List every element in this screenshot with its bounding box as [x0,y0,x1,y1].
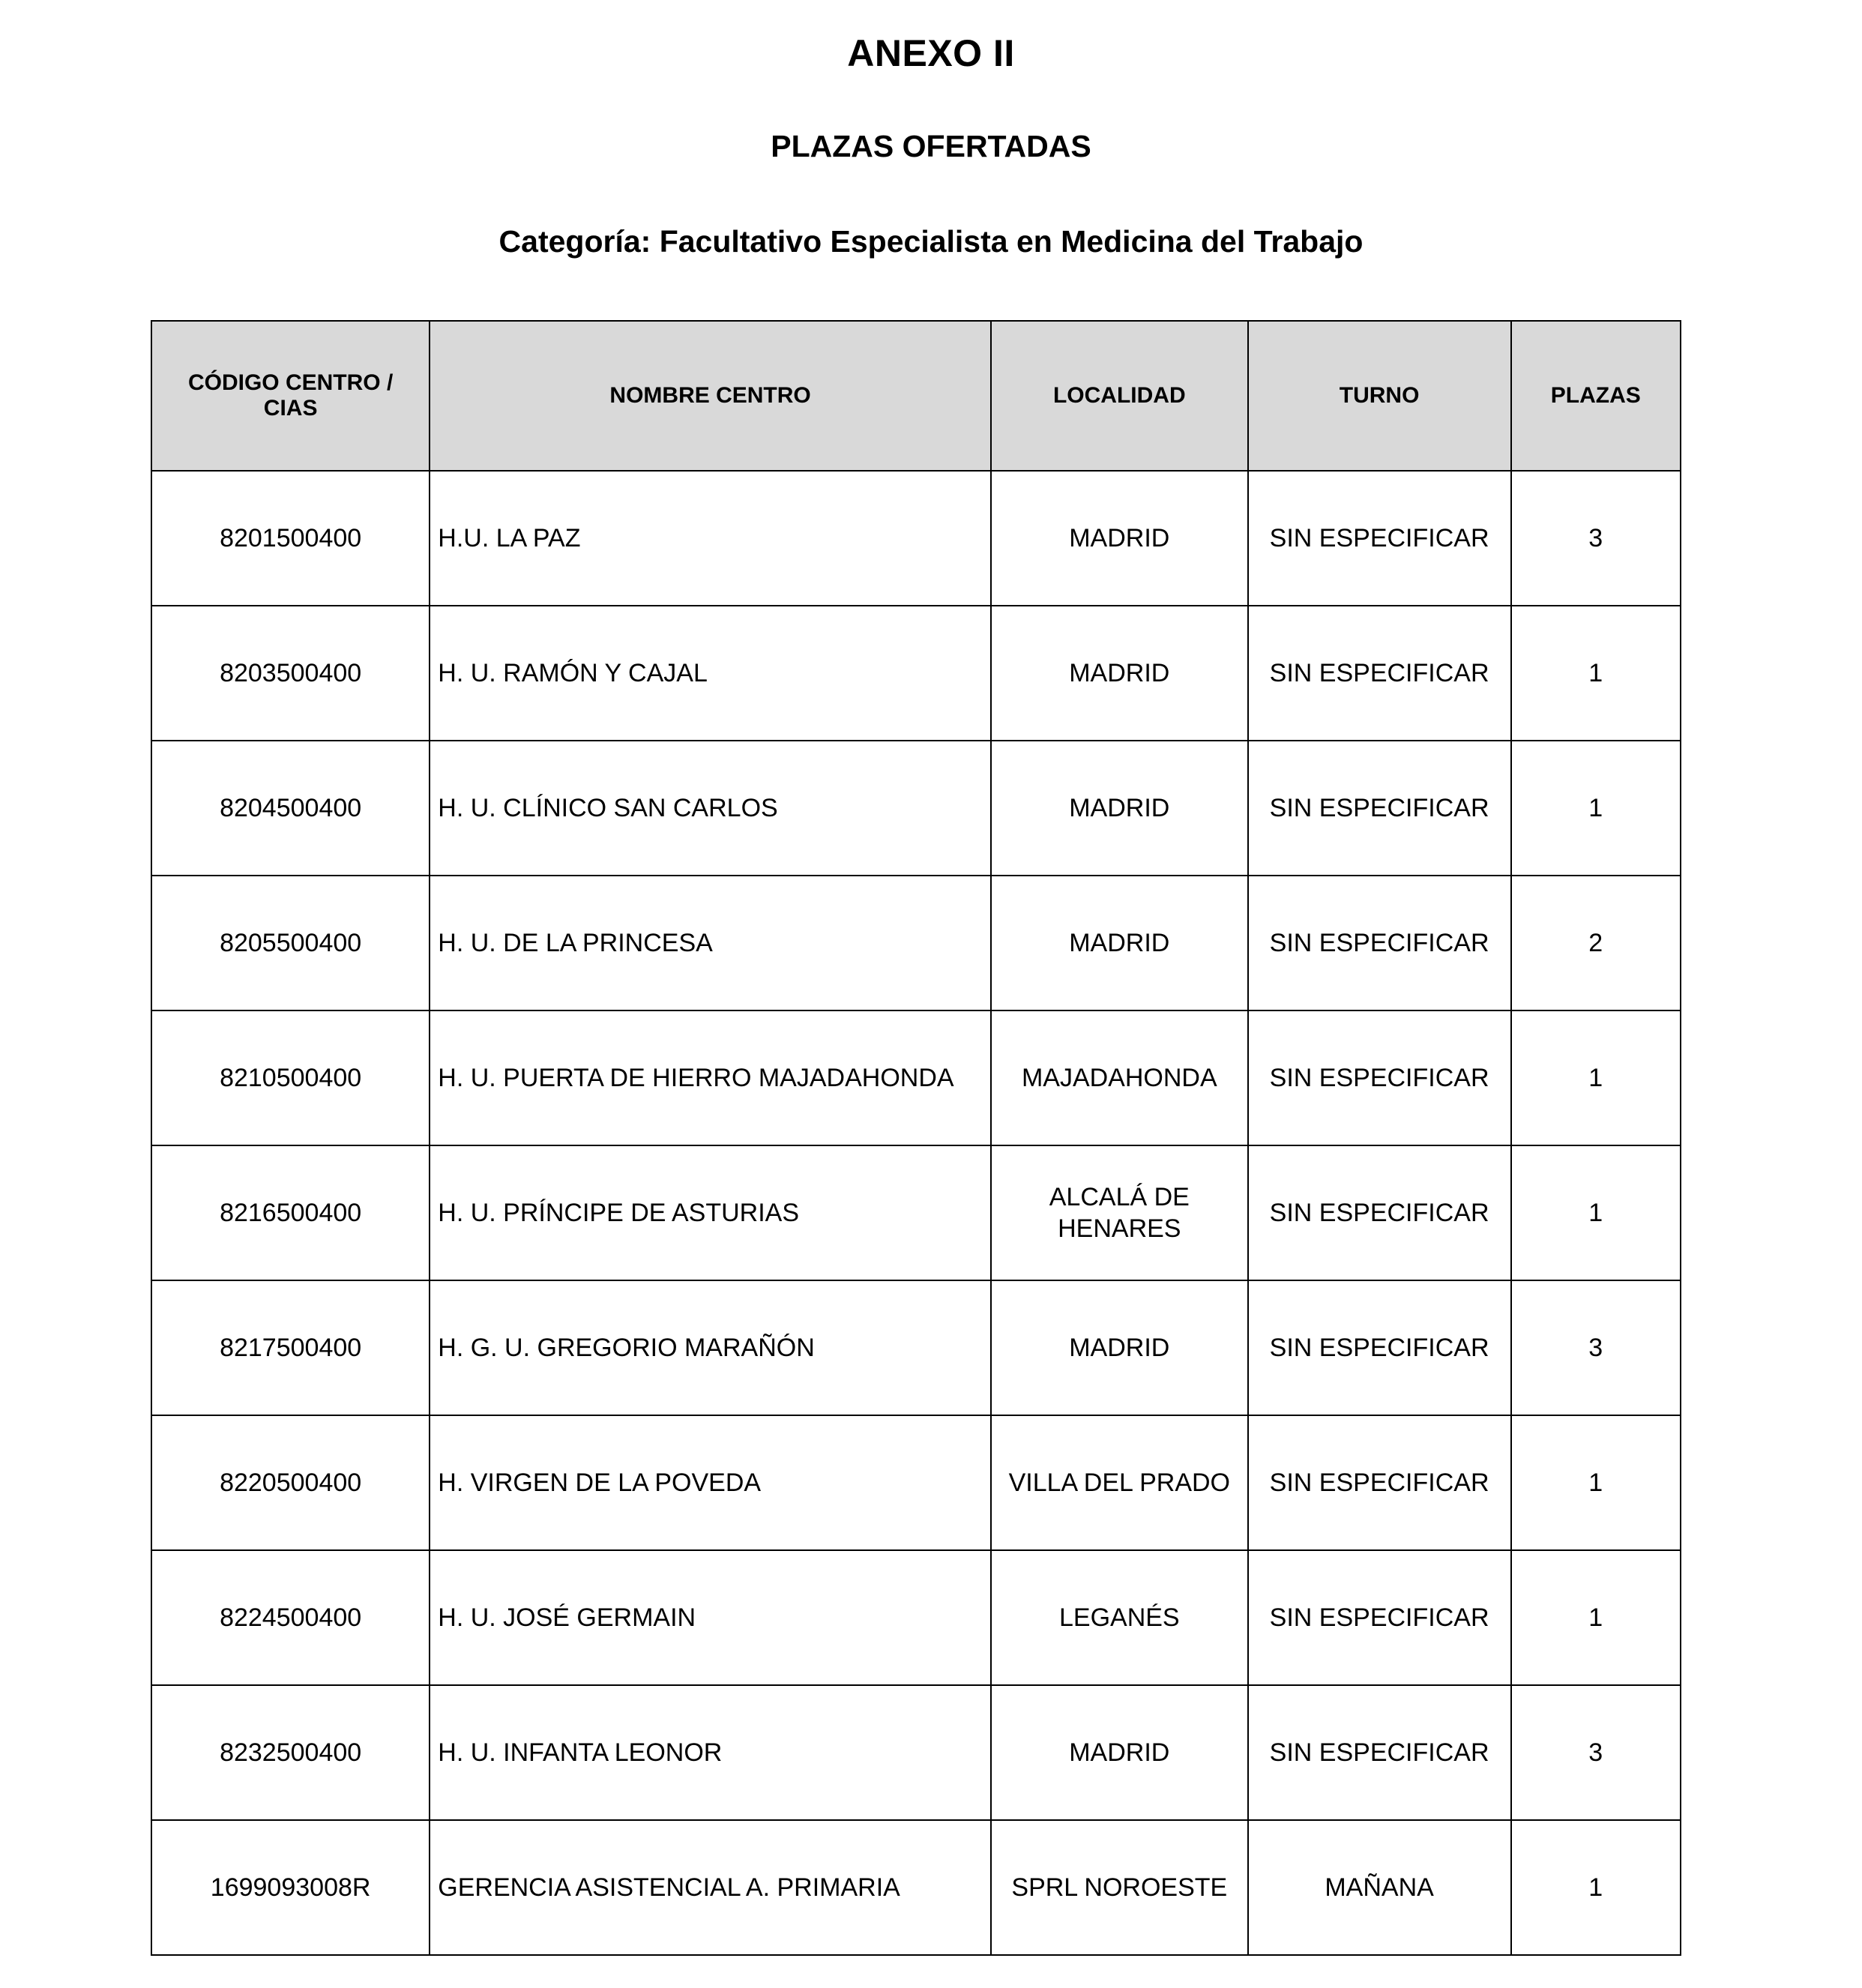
cell-localidad: SPRL NOROESTE [991,1820,1248,1955]
cell-localidad: MADRID [991,741,1248,876]
cell-plazas: 1 [1511,1820,1681,1955]
cell-turno: MAÑANA [1248,1820,1511,1955]
column-header-nombre: NOMBRE CENTRO [430,321,991,471]
table-row [151,1145,1681,1280]
cell-nombre: H. U. PRÍNCIPE DE ASTURIAS [430,1145,991,1280]
offers-table [151,320,1681,1956]
cell-codigo: 8205500400 [151,876,430,1010]
cell-turno: SIN ESPECIFICAR [1248,741,1511,876]
table-row [151,1415,1681,1550]
document-title: ANEXO II [847,32,1015,74]
table-row [151,876,1681,1010]
cell-nombre: H. U. DE LA PRINCESA [430,876,991,1010]
cell-turno: SIN ESPECIFICAR [1248,1685,1511,1820]
cell-codigo: 8216500400 [151,1145,430,1280]
cell-nombre: H. VIRGEN DE LA POVEDA [430,1415,991,1550]
table-row [151,471,1681,606]
cell-nombre: H. U. PUERTA DE HIERRO MAJADAHONDA [430,1010,991,1145]
cell-turno: SIN ESPECIFICAR [1248,471,1511,606]
cell-codigo: 8224500400 [151,1550,430,1685]
column-header-codigo: CÓDIGO CENTRO / CIAS [151,321,430,471]
cell-turno: SIN ESPECIFICAR [1248,1280,1511,1415]
table-row [151,1550,1681,1685]
cell-plazas: 1 [1511,606,1681,741]
cell-localidad: LEGANÉS [991,1550,1248,1685]
column-header-turno: TURNO [1248,321,1511,471]
cell-plazas: 3 [1511,1280,1681,1415]
cell-nombre: H. U. INFANTA LEONOR [430,1685,991,1820]
cell-nombre: H. U. CLÍNICO SAN CARLOS [430,741,991,876]
cell-localidad: MADRID [991,876,1248,1010]
cell-nombre: H. G. U. GREGORIO MARAÑÓN [430,1280,991,1415]
table-row [151,1010,1681,1145]
column-header-localidad: LOCALIDAD [991,321,1248,471]
table-row [151,1820,1681,1955]
cell-localidad: MADRID [991,1280,1248,1415]
cell-localidad: ALCALÁ DE HENARES [991,1145,1248,1280]
document-category: Categoría: Facultativo Especialista en Medicina del Trabajo [498,224,1364,259]
table-row [151,606,1681,741]
cell-codigo: 8217500400 [151,1280,430,1415]
cell-plazas: 1 [1511,1145,1681,1280]
table-row [151,1280,1681,1415]
cell-turno: SIN ESPECIFICAR [1248,1550,1511,1685]
cell-turno: SIN ESPECIFICAR [1248,1145,1511,1280]
cell-localidad: MADRID [991,606,1248,741]
cell-plazas: 1 [1511,1415,1681,1550]
cell-codigo: 8204500400 [151,741,430,876]
column-header-plazas: PLAZAS [1511,321,1681,471]
cell-localidad: VILLA DEL PRADO [991,1415,1248,1550]
cell-turno: SIN ESPECIFICAR [1248,1010,1511,1145]
cell-plazas: 2 [1511,876,1681,1010]
table-row [151,1685,1681,1820]
document-subtitle: PLAZAS OFERTADAS [771,129,1091,163]
cell-codigo: 8210500400 [151,1010,430,1145]
cell-codigo: 1699093008R [151,1820,430,1955]
cell-nombre: H. U. JOSÉ GERMAIN [430,1550,991,1685]
cell-turno: SIN ESPECIFICAR [1248,876,1511,1010]
table-body [151,471,1681,1955]
cell-codigo: 8232500400 [151,1685,430,1820]
table-header-row [151,321,1681,471]
cell-codigo: 8203500400 [151,606,430,741]
cell-turno: SIN ESPECIFICAR [1248,1415,1511,1550]
table-row [151,741,1681,876]
cell-localidad: MADRID [991,1685,1248,1820]
cell-nombre: H.U. LA PAZ [430,471,991,606]
cell-plazas: 1 [1511,1010,1681,1145]
cell-nombre: GERENCIA ASISTENCIAL A. PRIMARIA [430,1820,991,1955]
cell-plazas: 3 [1511,1685,1681,1820]
cell-turno: SIN ESPECIFICAR [1248,606,1511,741]
cell-plazas: 1 [1511,741,1681,876]
offers-table-container [151,320,1681,1956]
cell-localidad: MADRID [991,471,1248,606]
cell-codigo: 8220500400 [151,1415,430,1550]
cell-plazas: 1 [1511,1550,1681,1685]
cell-localidad: MAJADAHONDA [991,1010,1248,1145]
cell-nombre: H. U. RAMÓN Y CAJAL [430,606,991,741]
cell-codigo: 8201500400 [151,471,430,606]
cell-plazas: 3 [1511,471,1681,606]
